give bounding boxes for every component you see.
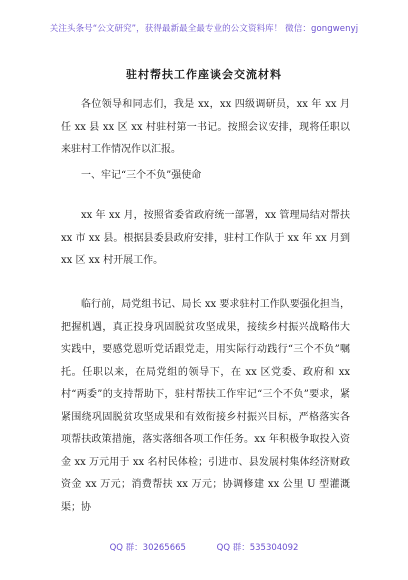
paragraph-work-summary	[61, 294, 350, 519]
document-title: 驻村帮扶工作座谈会交流材料	[126, 68, 282, 81]
section-heading-text: 一、牢记“三个不负”强使命	[81, 170, 202, 181]
paragraph-text: 临行前，局党组书记、局长 xx 要求驻村工作队要强化担当，把握机遇，真正投身巩固脱贫攻坚成果，接续乡村振兴战略伟大实践中，要感党恩听党话跟党走，用实际行动践行“三个不负”嘱托。任职以来，在局党组的领导下，在 xx 区党委、政府和 xx 村“两委”的支持帮助下，驻村帮扶工作牢记“三个不负”要求，紧紧围绕巩固脱贫攻坚成果和有效衔接乡村振兴目标，严格落实各项帮扶政策措施，落实落细各项工作任务。xx 年积极争取投入资金 xx 万元用于 xx 名村民体检；引进市、县发展村集体经济财政资金 xx 万元；消费帮扶 xx 万元；协调修建 xx 公里 U 型灌溉渠；协	[61, 299, 350, 513]
paragraph-background	[61, 205, 350, 273]
header-note: 关注头条号“公文研究”，获得最新最全最专业的公文资料库！ 微信：gongwenyj	[49, 24, 359, 34]
footer-qq-group-2: QQ 群：535304092	[216, 543, 299, 553]
section-heading	[61, 165, 350, 188]
footer	[0, 541, 408, 553]
paragraph-text: 各位领导和同志们，我是 xx，xx 四级调研员，xx 年 xx 月任 xx 县 xx 区 xx 村驻村第一书记。按照会议安排，现将任职以来驻村工作情况作以汇报。	[61, 99, 350, 155]
paragraph-intro	[61, 94, 350, 162]
footer-qq-group-1: QQ 群：30265665	[109, 543, 186, 553]
paragraph-text: xx 年 xx 月，按照省委省政府统一部署，xx 管理局结对帮扶 xx 市 xx 县。根据县委县政府安排，驻村工作队于 xx 年 xx 月到 xx 区 xx 村开展工作。	[61, 210, 350, 266]
